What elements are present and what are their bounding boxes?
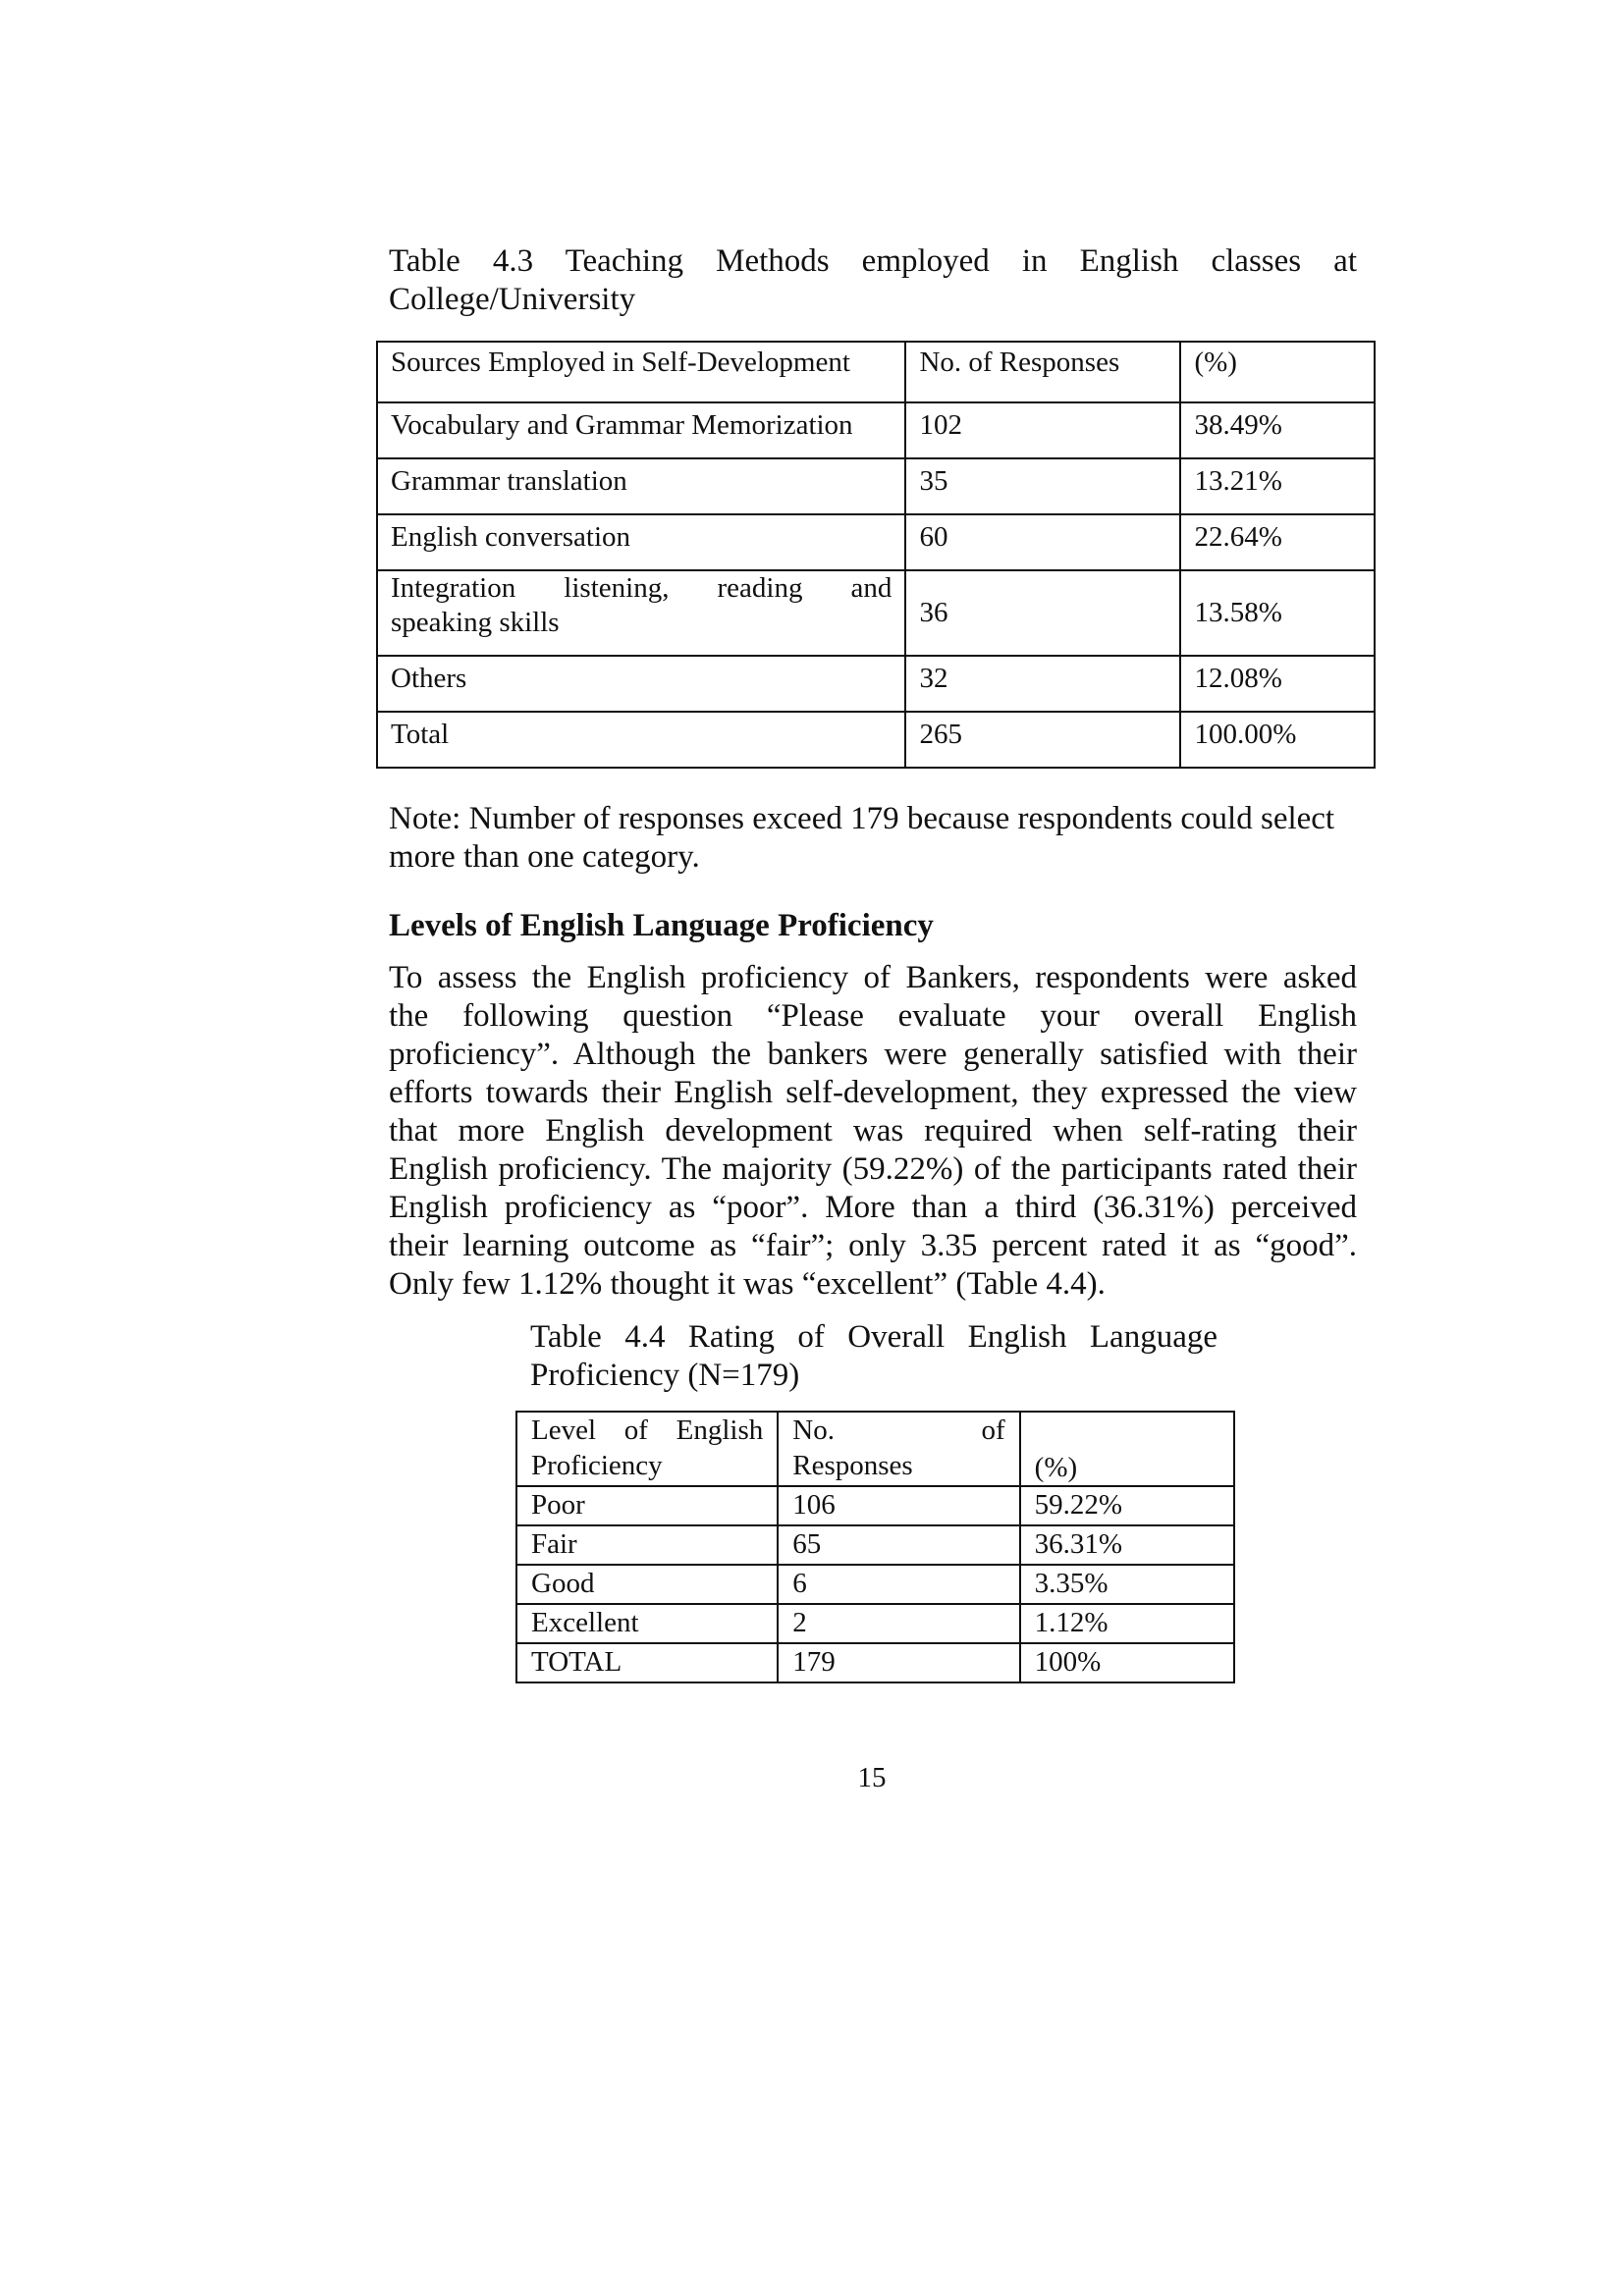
paragraph-line: English proficiency as “poor”. More than a third (36.31%) perceived — [389, 1190, 1357, 1225]
paragraph-line: efforts towards their English self-development, they expressed the view — [389, 1075, 1357, 1110]
table-row — [377, 570, 1375, 656]
table-cell: 100.00% — [1180, 712, 1375, 768]
table-cell: English conversation — [377, 514, 905, 570]
header-line: Proficiency — [531, 1450, 663, 1481]
table-cell: 3.35% — [1020, 1565, 1234, 1604]
cell-line: speaking skills — [391, 607, 560, 638]
table-4-3 — [376, 341, 1376, 769]
table-4-3-caption — [389, 242, 1357, 319]
table-cell: 106 — [778, 1486, 1019, 1525]
paragraph-line: proficiency”. Although the bankers were generally satisfied with their — [389, 1037, 1357, 1072]
table-row — [516, 1643, 1234, 1682]
table-header-row — [516, 1412, 1234, 1486]
table-row — [377, 514, 1375, 570]
header-cell: (%) — [1020, 1412, 1234, 1486]
header-line — [792, 1413, 1004, 1448]
paragraph-line: the following question “Please evaluate your overall English — [389, 998, 1357, 1034]
header-line: Responses — [792, 1450, 913, 1481]
table-4-4-caption — [530, 1318, 1217, 1395]
table-cell: Grammar translation — [377, 458, 905, 514]
table-cell: 13.58% — [1180, 570, 1375, 656]
table-4-4-caption-line2: Proficiency (N=179) — [530, 1358, 800, 1393]
table-row — [516, 1565, 1234, 1604]
table-cell: 100% — [1020, 1643, 1234, 1682]
paragraph-line: Only few 1.12% thought it was “excellent” (Table 4.4). — [389, 1266, 1106, 1302]
header-cell — [516, 1412, 778, 1486]
paragraph-line: To assess the English proficiency of Bankers, respondents were asked — [389, 960, 1357, 995]
table-cell: 12.08% — [1180, 656, 1375, 712]
cell-line: Integration listening, reading and — [391, 572, 893, 604]
table-4-4-caption-line1: Table 4.4 Rating of Overall English Language — [530, 1319, 1217, 1355]
table-cell: 32 — [905, 656, 1180, 712]
section-heading: Levels of English Language Proficiency — [389, 908, 934, 943]
header-cell: No. of Responses — [905, 342, 1180, 402]
table-4-3-caption-line1: Table 4.3 Teaching Methods employed in English classes at — [389, 243, 1357, 279]
table-cell: Vocabulary and Grammar Memorization — [377, 402, 905, 458]
header-cell — [778, 1412, 1019, 1486]
paragraph-line: English proficiency. The majority (59.22%) of the participants rated their — [389, 1151, 1357, 1187]
table-header-row — [377, 342, 1375, 402]
table-cell: Fair — [516, 1525, 778, 1565]
table-cell: 13.21% — [1180, 458, 1375, 514]
header-word: No. — [792, 1415, 835, 1446]
table-cell: 102 — [905, 402, 1180, 458]
table-row — [516, 1604, 1234, 1643]
table-4-3-caption-line2: College/University — [389, 282, 636, 317]
table-cell: 1.12% — [1020, 1604, 1234, 1643]
table-cell: 35 — [905, 458, 1180, 514]
table-cell: Total — [377, 712, 905, 768]
table-row — [377, 656, 1375, 712]
table-cell: Excellent — [516, 1604, 778, 1643]
paragraph-line: that more English development was required when self-rating their — [389, 1113, 1357, 1148]
table-row — [377, 712, 1375, 768]
table-cell: 38.49% — [1180, 402, 1375, 458]
table-cell: Poor — [516, 1486, 778, 1525]
table-cell: TOTAL — [516, 1643, 778, 1682]
table-row — [377, 402, 1375, 458]
paragraph-line: their learning outcome as “fair”; only 3.35 percent rated it as “good”. — [389, 1228, 1357, 1263]
table-row — [516, 1486, 1234, 1525]
table-cell: 36.31% — [1020, 1525, 1234, 1565]
table-cell: 22.64% — [1180, 514, 1375, 570]
table-row — [377, 458, 1375, 514]
table-cell: 6 — [778, 1565, 1019, 1604]
body-paragraph — [389, 959, 1357, 1304]
table-cell — [377, 570, 905, 656]
header-cell: Sources Employed in Self-Development — [377, 342, 905, 402]
table-cell: Good — [516, 1565, 778, 1604]
table-cell: 60 — [905, 514, 1180, 570]
header-word: of — [981, 1415, 1005, 1446]
table-cell: 265 — [905, 712, 1180, 768]
table-cell: 2 — [778, 1604, 1019, 1643]
header-cell: (%) — [1180, 342, 1375, 402]
table-cell: 36 — [905, 570, 1180, 656]
table-cell: 59.22% — [1020, 1486, 1234, 1525]
page-number: 15 — [857, 1762, 887, 1793]
table-note: Note: Number of responses exceed 179 because respondents could select more than one category. — [389, 801, 1335, 875]
table-4-4 — [515, 1411, 1235, 1683]
table-cell: 65 — [778, 1525, 1019, 1565]
table-row — [516, 1525, 1234, 1565]
header-line: Level of English — [531, 1415, 764, 1446]
table-cell: 179 — [778, 1643, 1019, 1682]
table-cell: Others — [377, 656, 905, 712]
